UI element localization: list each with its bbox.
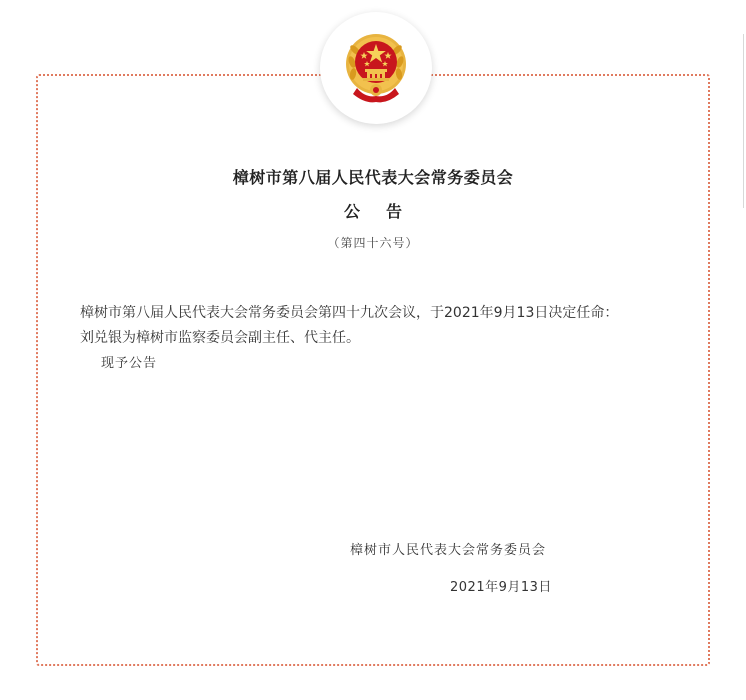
- signature-date: 2021年9月13日: [450, 580, 552, 595]
- emblem-badge: [320, 12, 432, 124]
- closing-phrase: 现予公告: [101, 356, 158, 371]
- notice-body: [80, 301, 650, 351]
- notice-title: 公告: [343, 202, 428, 221]
- notice-body-line: 樟树市第八届人民代表大会常务委员会第四十九次会议，于2021年9月13日决定任命：: [80, 305, 619, 321]
- national-emblem-icon: [343, 32, 409, 104]
- signature-organization: 樟树市人民代表大会常务委员会: [350, 543, 547, 558]
- notice-body-line: 刘兑银为樟树市监察委员会副主任、代主任。: [80, 330, 360, 346]
- issuing-body-title: 樟树市第八届人民代表大会常务委员会: [232, 168, 514, 187]
- notice-number: （第四十六号）: [327, 236, 419, 250]
